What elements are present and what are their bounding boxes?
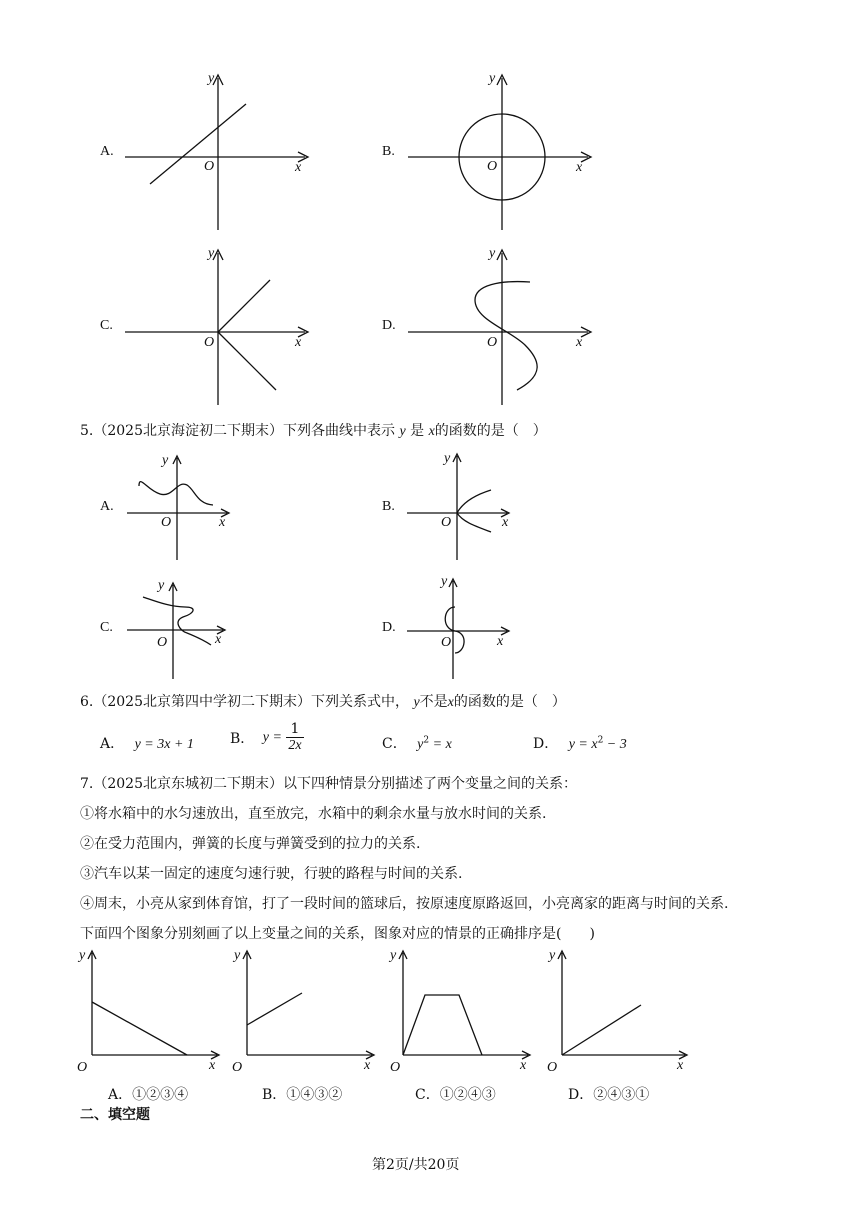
- q4-option-b-label: B.: [382, 144, 395, 159]
- origin-label: O: [161, 515, 172, 530]
- x-label: x: [520, 1058, 527, 1073]
- q5-option-a-label: A.: [100, 499, 114, 514]
- q6-option-d-label: D．: [533, 736, 559, 752]
- y-label: y: [444, 451, 451, 466]
- y-label: y: [208, 246, 215, 261]
- q4-graph-c: [120, 245, 320, 410]
- q7-graph-1: [75, 945, 225, 1075]
- x-label: x: [502, 515, 509, 530]
- q6-var-y: y: [413, 695, 420, 710]
- x-label: x: [209, 1058, 216, 1073]
- q6-option-a-expr: y = 3x + 1: [134, 737, 194, 752]
- y-label: y: [441, 574, 448, 589]
- x-label: x: [219, 515, 226, 530]
- s-curve: [143, 597, 211, 645]
- trapezoid-graph: [403, 995, 482, 1055]
- line-graph: [150, 104, 246, 184]
- y-label: y: [158, 578, 165, 593]
- y-label: y: [234, 948, 241, 963]
- section-heading: 二、填空题: [80, 1107, 150, 1123]
- q5-source: （2025北京海淀初二下期末）: [93, 423, 283, 439]
- q7-scenario-2: ②在受力范围内，弹簧的长度与弹簧受到的拉力的关系.: [80, 836, 421, 852]
- q7-prompt: 下面四个图象分别刻画了以上变量之间的关系，图象对应的情景的正确排序是( ): [80, 926, 595, 942]
- q4-graph-b: [405, 70, 600, 235]
- x-label: x: [576, 335, 583, 350]
- q7-title: 7.（2025北京东城初二下期末）以下四种情景分别描述了两个变量之间的关系：: [80, 776, 577, 792]
- q6-option-c-exponent: 2: [423, 735, 430, 746]
- q6-stem-text-1: 下列关系式中，: [311, 694, 409, 710]
- origin-label: O: [232, 1060, 243, 1075]
- origin-label: O: [204, 159, 215, 174]
- q5-option-c-label: C.: [100, 620, 113, 635]
- origin-label: O: [157, 635, 168, 650]
- q6-option-c-rhs: = x: [429, 737, 452, 752]
- y-label: y: [390, 948, 397, 963]
- decreasing-line: [92, 1002, 187, 1055]
- q5-var-y: y: [399, 424, 406, 439]
- q5-graph-d: [405, 573, 520, 683]
- origin-label: O: [487, 335, 498, 350]
- q6-source: （2025北京第四中学初二下期末）: [93, 694, 311, 710]
- q7-answer-a: A．①②③④: [108, 1087, 189, 1103]
- y-label: y: [549, 948, 556, 963]
- q6-option-c-label: C．: [382, 736, 407, 752]
- q5-option-b-label: B.: [382, 499, 395, 514]
- q7-scenario-3: ③汽车以某一固定的速度匀速行驶，行驶的路程与时间的关系.: [80, 866, 463, 882]
- x-label: x: [295, 335, 302, 350]
- wave-curve: [139, 482, 213, 505]
- q6-option-d-lhs: y = x: [568, 737, 598, 752]
- ray-down: [218, 332, 276, 390]
- q6-option-b-fraction: [286, 722, 303, 754]
- q6-option-b: [230, 722, 304, 754]
- origin-label: O: [77, 1060, 88, 1075]
- q7-scenario-4: ④周末，小亮从家到体育馆，打了一段时间的篮球后，按原速度原路返回，小亮离家的距离与时间的关系.: [80, 896, 729, 912]
- q6-option-c-lhs: y: [417, 737, 424, 752]
- q6-stem: [80, 691, 566, 711]
- y-label: y: [489, 246, 496, 261]
- q5-graph-b: [405, 450, 520, 562]
- y-label: y: [208, 71, 215, 86]
- q5-graph-c: [125, 575, 240, 683]
- origin-label: O: [204, 335, 215, 350]
- x-label: x: [295, 160, 302, 175]
- q5-option-d-label: D.: [382, 620, 396, 635]
- q6-option-d-exponent: 2: [597, 735, 604, 746]
- sideways-parabola: [457, 490, 491, 532]
- q7-graph-2: [230, 945, 380, 1075]
- increasing-line: [247, 993, 302, 1025]
- origin-label: O: [390, 1060, 401, 1075]
- fraction-denominator: 2x: [288, 738, 302, 754]
- origin-label: O: [547, 1060, 558, 1075]
- q6-stem-text-3: 的函数的是（ ）: [453, 694, 566, 710]
- q6-option-c: [382, 733, 452, 753]
- q5-var-x: x: [428, 424, 435, 439]
- q4-option-c-label: C.: [100, 318, 113, 333]
- q4-option-d-label: D.: [382, 318, 396, 333]
- origin-label: O: [487, 159, 498, 174]
- s-curve: [475, 282, 537, 390]
- q5-stem-text-2: 是: [410, 423, 425, 439]
- q6-option-b-lhs: y =: [262, 729, 282, 745]
- q4-graph-d: [405, 245, 600, 410]
- q6-number: 6.: [80, 694, 94, 710]
- q5-graph-a: [125, 452, 240, 564]
- q6-option-a-label: A．: [100, 736, 125, 752]
- q5-stem: [80, 420, 547, 440]
- q4-option-a-label: A.: [100, 144, 114, 159]
- q7-scenario-1: ①将水箱中的水匀速放出，直至放完，水箱中的剩余水量与放水时间的关系.: [80, 806, 547, 822]
- q4-graph-a: [120, 70, 320, 235]
- origin-label: O: [441, 635, 452, 650]
- q6-option-d-rhs: − 3: [603, 737, 627, 752]
- x-label: x: [364, 1058, 371, 1073]
- q6-var-x: x: [447, 695, 454, 710]
- x-label: x: [677, 1058, 684, 1073]
- x-label: x: [576, 160, 583, 175]
- q6-stem-text-2: 不是: [419, 694, 448, 710]
- y-label: y: [162, 453, 169, 468]
- q5-number: 5.: [80, 423, 94, 439]
- q6-option-d: [533, 733, 627, 753]
- q7-graph-4: [545, 945, 695, 1075]
- x-label: x: [497, 634, 504, 649]
- fraction-numerator: 1: [286, 722, 303, 738]
- q6-option-a: [100, 733, 194, 753]
- proportional-line: [562, 1005, 641, 1055]
- q7-graph-3: [388, 945, 538, 1075]
- page-footer: 第2页/共20页: [372, 1157, 460, 1173]
- q5-stem-text-1: 下列各曲线中表示: [283, 423, 395, 439]
- q7-answer-c: C．①②④③: [415, 1087, 496, 1103]
- y-label: y: [489, 71, 496, 86]
- q5-stem-text-3: 的函数的是（ ）: [434, 423, 547, 439]
- x-label: x: [215, 632, 222, 647]
- q7-answer-d: D．②④③①: [568, 1087, 650, 1103]
- q6-option-b-label: B．: [230, 730, 255, 747]
- ray-up: [218, 280, 270, 332]
- origin-label: O: [441, 515, 452, 530]
- y-label: y: [79, 948, 86, 963]
- q7-answer-b: B．①④③②: [262, 1087, 343, 1103]
